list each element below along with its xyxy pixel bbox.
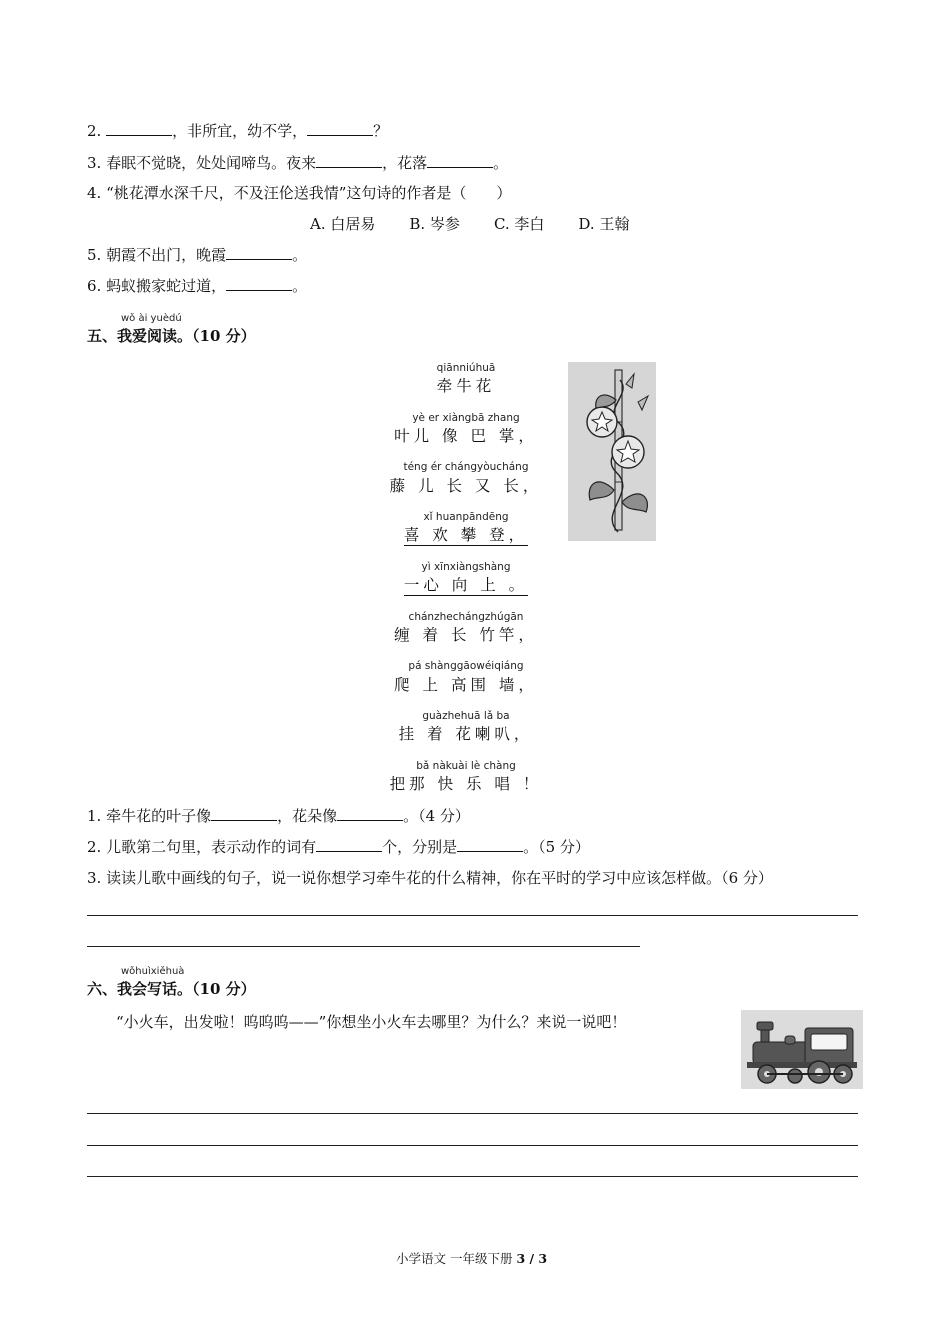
writing-line[interactable] xyxy=(87,1145,858,1146)
poem-line-pinyin: pá shànggāowéiqiáng xyxy=(408,660,524,672)
writing-line[interactable] xyxy=(87,1176,858,1177)
answer-line[interactable] xyxy=(87,946,640,947)
answer-blank[interactable] xyxy=(307,121,373,136)
morning-glory-icon xyxy=(568,362,656,541)
page-number: 3 / 3 xyxy=(516,1251,548,1266)
answer-blank[interactable] xyxy=(316,837,382,852)
poem-line: 缠 着 长 竹竿， xyxy=(394,626,538,644)
writing-line[interactable] xyxy=(87,1113,858,1114)
answer-blank[interactable] xyxy=(226,276,292,291)
option-b[interactable]: B. 岑参 xyxy=(409,215,460,233)
question-4-3: 3. 春眠不觉晓，处处闻啼鸟。夜来 ，花落 。 xyxy=(87,154,509,172)
option-d[interactable]: D. 王翰 xyxy=(578,215,630,233)
option-c[interactable]: C. 李白 xyxy=(493,215,545,233)
poem-line-pinyin: guàzhehuā lǎ ba xyxy=(422,710,510,722)
poem-line-pinyin: yè er xiàngbā zhang xyxy=(412,412,520,424)
question-4-5: 5. 朝霞不出门，晚霞 。 xyxy=(87,246,308,264)
writing-prompt: “小火车，出发啦！呜呜呜——”你想坐小火车去哪里？为什么？来说一说吧！ xyxy=(116,1013,627,1031)
page-footer: 小学语文 一年级下册 3 / 3 xyxy=(396,1251,548,1266)
poem-title-pinyin: qiānniúhuā xyxy=(436,362,496,374)
answer-line[interactable] xyxy=(87,915,858,916)
poem-line-pinyin: bǎ nàkuài lè chàng xyxy=(416,760,516,772)
poem-line-underlined: 一心 向 上 。 xyxy=(403,576,529,594)
poem-line: 挂 着 花喇叭， xyxy=(398,725,534,743)
train-image xyxy=(741,1010,863,1089)
poem-line: 爬 上 高围 墙， xyxy=(394,676,538,694)
question-5-3: 3. 读读儿歌中画线的句子，说一说你想学习牵牛花的什么精神，你在平时的学习中应该怎样做。（6 分） xyxy=(87,869,773,887)
answer-blank[interactable] xyxy=(427,153,493,168)
answer-blank[interactable] xyxy=(337,806,403,821)
question-4-4-options xyxy=(310,214,629,234)
option-a[interactable]: A. 白居易 xyxy=(310,215,376,233)
section-5-heading: 五、我爱阅读。（10 分） xyxy=(87,327,256,345)
question-4-2: 2. ，非所宜，幼不学， ？ xyxy=(87,122,389,140)
answer-blank[interactable] xyxy=(106,121,172,136)
poem-line: 藤 儿 长 又 长， xyxy=(389,477,543,495)
poem-line: 把那 快 乐 唱 ！ xyxy=(389,775,543,793)
morning-glory-image xyxy=(568,362,656,541)
poem-line-pinyin: chánzhechángzhúgān xyxy=(408,611,524,623)
train-icon xyxy=(741,1010,863,1089)
poem-title: 牵牛花 xyxy=(436,377,496,395)
question-5-1: 1. 牵牛花的叶子像 ，花朵像 。（4 分） xyxy=(87,807,470,825)
answer-blank[interactable] xyxy=(316,153,382,168)
poem-line: 叶儿 像 巴 掌， xyxy=(394,427,538,445)
question-4-4: 4. “桃花潭水深千尺，不及汪伦送我情”这句诗的作者是（ ） xyxy=(87,184,512,202)
poem-line-underlined: 喜 欢 攀 登， xyxy=(403,526,529,544)
poem-line-pinyin: yì xīnxiàngshàng xyxy=(421,561,511,573)
poem-line-pinyin: téng ér chángyòucháng xyxy=(403,461,529,473)
section-6-pinyin: wǒhuìxiěhuà xyxy=(121,966,185,977)
answer-blank[interactable] xyxy=(226,245,292,260)
answer-blank[interactable] xyxy=(457,837,523,852)
question-5-2: 2. 儿歌第二句里，表示动作的词有 个，分别是 。（5 分） xyxy=(87,838,590,856)
poem-line-pinyin: xǐ huanpāndēng xyxy=(423,511,509,523)
question-4-6: 6. 蚂蚁搬家蛇过道， 。 xyxy=(87,277,308,295)
answer-blank[interactable] xyxy=(211,806,277,821)
section-5-pinyin: wǒ ài yuèdú xyxy=(121,313,182,324)
section-6-heading: 六、我会写话。（10 分） xyxy=(87,980,256,998)
